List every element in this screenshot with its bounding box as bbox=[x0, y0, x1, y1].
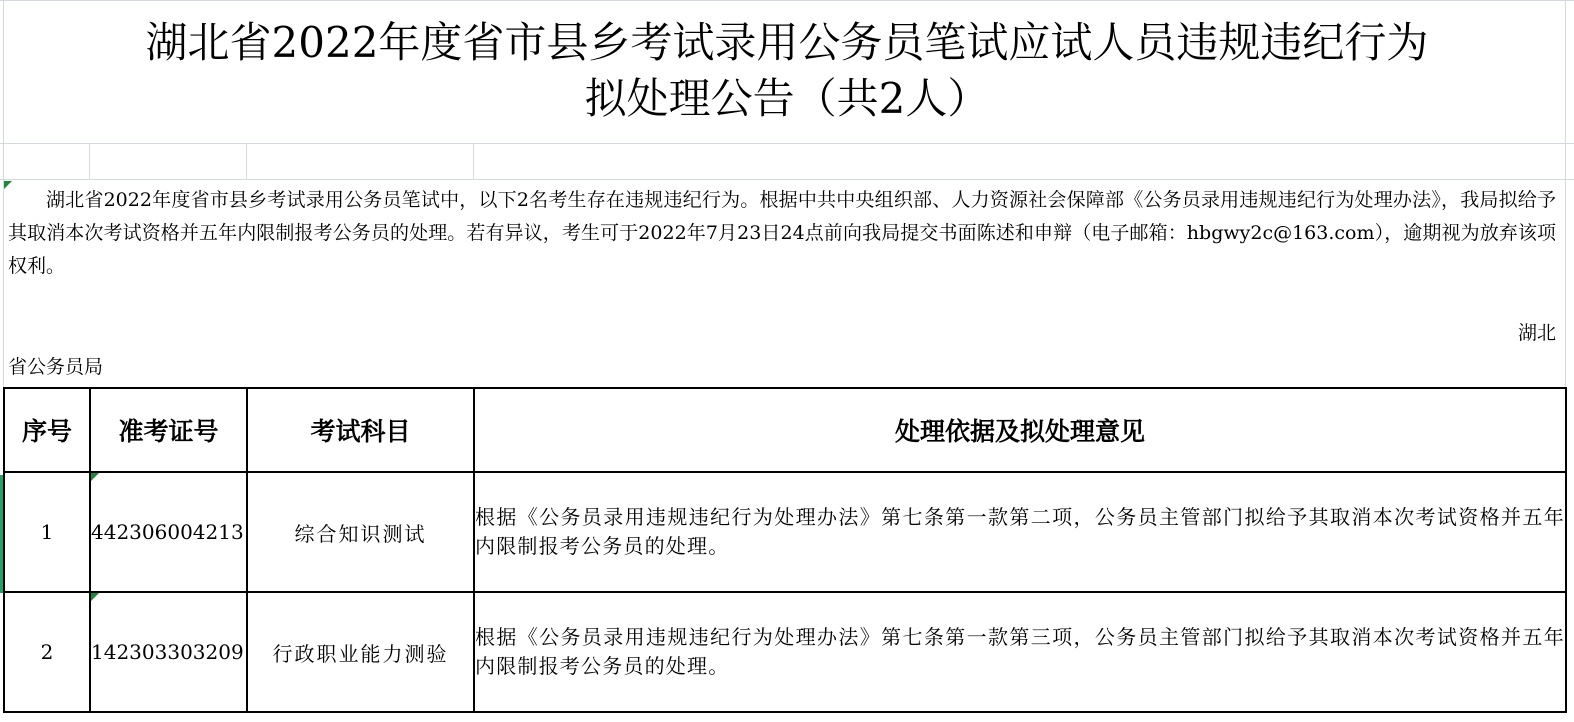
cell-comment-indicator[interactable] bbox=[91, 473, 99, 481]
header-number: 序号 bbox=[4, 388, 90, 472]
notice-text: 湖北省2022年度省市县乡考试录用公务员笔试中，以下2名考生存在违规违纪行为。根据中共中央组织部、人力资源社会保障部《公务员录用违规违纪行为处理办法》，我局拟给予其取消本次考试资格并五年内限制报考公务员的处理。若有异议，考生可于2022年7月23日24点前向我局提交书面陈述和申辩（电子邮箱：hbgwy2c@163.com），逾期视为放弃该项权利。 bbox=[8, 189, 1556, 277]
header-subject: 考试科目 bbox=[247, 388, 474, 472]
title-line-2: 拟处理公告（共2人） bbox=[584, 74, 990, 123]
cell-subject[interactable]: 行政职业能力测验 bbox=[247, 592, 474, 712]
gridline bbox=[0, 179, 1574, 180]
cell-number[interactable]: 2 bbox=[4, 592, 90, 712]
signature-part-1: 湖北 bbox=[1517, 322, 1556, 344]
page-title bbox=[0, 0, 1574, 142]
cell-opinion[interactable]: 根据《公务员录用违规违纪行为处理办法》第七条第一款第三项，公务员主管部门拟给予其取消本次考试资格并五年内限制报考公务员的处理。 bbox=[474, 592, 1566, 712]
table-row[interactable] bbox=[4, 472, 1566, 592]
cell-comment-indicator[interactable] bbox=[91, 593, 99, 601]
gridline bbox=[0, 143, 1574, 144]
violations-table bbox=[3, 387, 1567, 713]
cell-number[interactable]: 1 bbox=[4, 472, 90, 592]
header-opinion: 处理依据及拟处理意见 bbox=[474, 388, 1566, 472]
title-line-1: 湖北省2022年度省市县乡考试录用公务员笔试应试人员违规违纪行为 bbox=[145, 18, 1429, 67]
table-header-row bbox=[4, 388, 1566, 472]
gridline bbox=[246, 143, 247, 179]
gridline bbox=[473, 143, 474, 179]
exam-id-value: 142303303209 bbox=[91, 640, 244, 664]
table-row[interactable] bbox=[4, 592, 1566, 712]
signature-part-2: 省公务员局 bbox=[8, 356, 104, 378]
gridline bbox=[89, 143, 90, 179]
header-exam-id: 准考证号 bbox=[90, 388, 247, 472]
cell-opinion[interactable]: 根据《公务员录用违规违纪行为处理办法》第七条第一款第二项，公务员主管部门拟给予其取消本次考试资格并五年内限制报考公务员的处理。 bbox=[474, 472, 1566, 592]
cell-exam-id[interactable] bbox=[90, 592, 247, 712]
cell-subject[interactable]: 综合知识测试 bbox=[247, 472, 474, 592]
cell-exam-id[interactable] bbox=[90, 472, 247, 592]
exam-id-value: 442306004213 bbox=[91, 520, 244, 544]
